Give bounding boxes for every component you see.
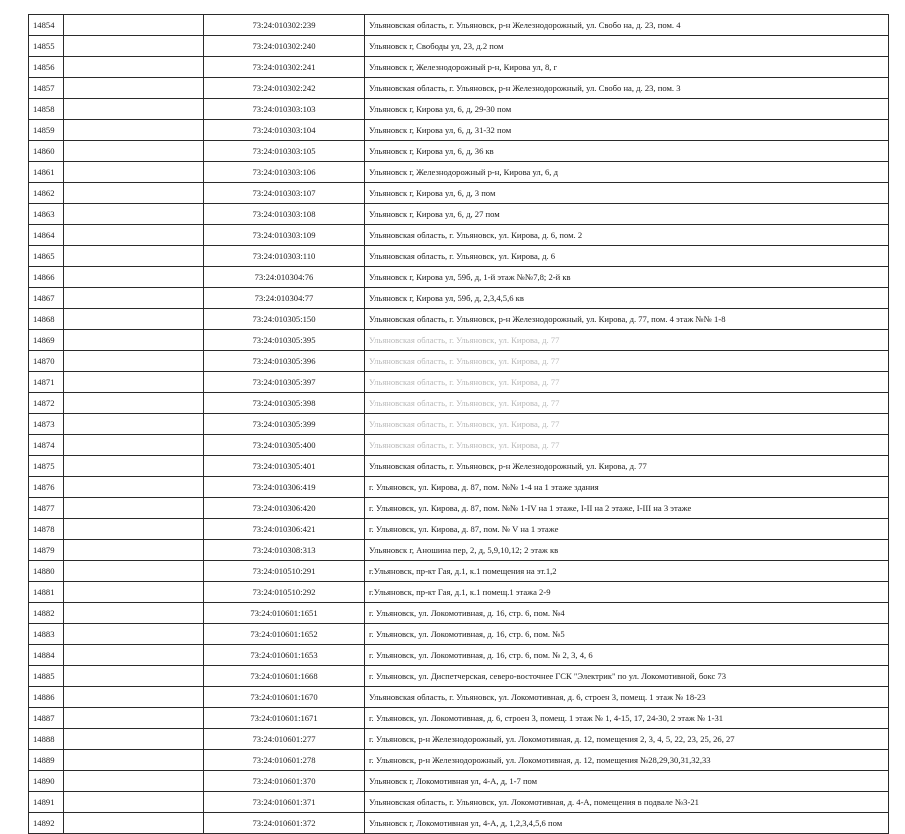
cadastral-number-cell: 73:24:010305:400 bbox=[204, 435, 365, 456]
row-number-cell: 14860 bbox=[29, 141, 64, 162]
address-cell: Ульяновск г, Свободы ул, 23, д.2 пом bbox=[365, 36, 889, 57]
empty-cell bbox=[64, 645, 204, 666]
row-number-cell: 14871 bbox=[29, 372, 64, 393]
address-cell: Ульяновская область, г. Ульяновск, ул. Кирова, д. 6 bbox=[365, 246, 889, 267]
cadastral-number-cell: 73:24:010306:420 bbox=[204, 498, 365, 519]
empty-cell bbox=[64, 750, 204, 771]
cadastral-number-cell: 73:24:010305:398 bbox=[204, 393, 365, 414]
cadastral-number-cell: 73:24:010601:370 bbox=[204, 771, 365, 792]
cadastral-number-cell: 73:24:010601:278 bbox=[204, 750, 365, 771]
row-number-cell: 14883 bbox=[29, 624, 64, 645]
row-number-cell: 14859 bbox=[29, 120, 64, 141]
empty-cell bbox=[64, 393, 204, 414]
table-row bbox=[29, 36, 889, 57]
empty-cell bbox=[64, 582, 204, 603]
address-cell: Ульяновская область, г. Ульяновск, ул. Кирова, д. 6, пом. 2 bbox=[365, 225, 889, 246]
row-number-cell: 14874 bbox=[29, 435, 64, 456]
table-row bbox=[29, 603, 889, 624]
address-cell: Ульяновск г, Железнодорожный р-н, Кирова ул, 6, д bbox=[365, 162, 889, 183]
row-number-cell: 14891 bbox=[29, 792, 64, 813]
table-row bbox=[29, 561, 889, 582]
address-cell: Ульяновск г, Кирова ул, 59б, д, 2,3,4,5,6 кв bbox=[365, 288, 889, 309]
table-row bbox=[29, 246, 889, 267]
table-row bbox=[29, 624, 889, 645]
address-cell: Ульяновск г, Кирова ул, 6, д, 3 пом bbox=[365, 183, 889, 204]
table-row bbox=[29, 771, 889, 792]
row-number-cell: 14869 bbox=[29, 330, 64, 351]
table-row bbox=[29, 414, 889, 435]
cadastral-number-cell: 73:24:010304:76 bbox=[204, 267, 365, 288]
table-row bbox=[29, 456, 889, 477]
address-cell: Ульяновск г, Локомотивная ул, 4-А, д, 1-7 пом bbox=[365, 771, 889, 792]
empty-cell bbox=[64, 288, 204, 309]
row-number-cell: 14879 bbox=[29, 540, 64, 561]
cadastral-number-cell: 73:24:010302:239 bbox=[204, 15, 365, 36]
address-cell: г. Ульяновск, ул. Диспетчерская, северо-восточнее ГСК "Электрик" по ул. Локомотивной, бокс 73 bbox=[365, 666, 889, 687]
cadastral-number-cell: 73:24:010305:397 bbox=[204, 372, 365, 393]
empty-cell bbox=[64, 792, 204, 813]
cadastral-number-cell: 73:24:010510:291 bbox=[204, 561, 365, 582]
empty-cell bbox=[64, 624, 204, 645]
row-number-cell: 14854 bbox=[29, 15, 64, 36]
empty-cell bbox=[64, 204, 204, 225]
table-row bbox=[29, 687, 889, 708]
table-row bbox=[29, 393, 889, 414]
table-row bbox=[29, 78, 889, 99]
empty-cell bbox=[64, 666, 204, 687]
empty-cell bbox=[64, 435, 204, 456]
empty-cell bbox=[64, 771, 204, 792]
registry-table bbox=[28, 14, 889, 834]
row-number-cell: 14868 bbox=[29, 309, 64, 330]
table-row bbox=[29, 435, 889, 456]
cadastral-number-cell: 73:24:010306:421 bbox=[204, 519, 365, 540]
address-cell: г. Ульяновск, р-н Железнодорожный, ул. Локомотивная, д. 12, помещения №28,29,30,31,32,33 bbox=[365, 750, 889, 771]
row-number-cell: 14857 bbox=[29, 78, 64, 99]
empty-cell bbox=[64, 813, 204, 834]
address-cell: г. Ульяновск, ул. Локомотивная, д. 16, стр. 6, пом. №4 bbox=[365, 603, 889, 624]
cadastral-number-cell: 73:24:010601:277 bbox=[204, 729, 365, 750]
table-row bbox=[29, 813, 889, 834]
row-number-cell: 14877 bbox=[29, 498, 64, 519]
cadastral-number-cell: 73:24:010601:1653 bbox=[204, 645, 365, 666]
empty-cell bbox=[64, 225, 204, 246]
empty-cell bbox=[64, 141, 204, 162]
cadastral-number-cell: 73:24:010305:396 bbox=[204, 351, 365, 372]
empty-cell bbox=[64, 519, 204, 540]
row-number-cell: 14875 bbox=[29, 456, 64, 477]
cadastral-number-cell: 73:24:010305:399 bbox=[204, 414, 365, 435]
row-number-cell: 14878 bbox=[29, 519, 64, 540]
row-number-cell: 14889 bbox=[29, 750, 64, 771]
address-cell: Ульяновская область, г. Ульяновск, р-н Железнодорожный, ул. Свобо на, д. 23, пом. 4 bbox=[365, 15, 889, 36]
row-number-cell: 14855 bbox=[29, 36, 64, 57]
table-row bbox=[29, 309, 889, 330]
row-number-cell: 14890 bbox=[29, 771, 64, 792]
cadastral-number-cell: 73:24:010303:107 bbox=[204, 183, 365, 204]
cadastral-number-cell: 73:24:010303:104 bbox=[204, 120, 365, 141]
address-cell: Ульяновская область, г. Ульяновск, р-н Железнодорожный, ул. Свобо на, д. 23, пом. 3 bbox=[365, 78, 889, 99]
address-cell: Ульяновская область, г. Ульяновск, ул. Кирова, д. 77 bbox=[365, 414, 889, 435]
address-cell: Ульяновск г, Кирова ул, 59б, д, 1-й этаж №№7,8; 2-й кв bbox=[365, 267, 889, 288]
row-number-cell: 14888 bbox=[29, 729, 64, 750]
table-row bbox=[29, 120, 889, 141]
registry-table-body bbox=[29, 15, 889, 834]
address-cell: Ульяновская область, г. Ульяновск, р-н Железнодорожный, ул. Кирова, д. 77, пом. 4 этаж №№ 1-8 bbox=[365, 309, 889, 330]
address-cell: г. Ульяновск, ул. Кирова, д. 87, пом. №№ 1-IV на 1 этаже, I-II на 2 этаже, I-III на 3 этаже bbox=[365, 498, 889, 519]
cadastral-number-cell: 73:24:010303:108 bbox=[204, 204, 365, 225]
table-row bbox=[29, 645, 889, 666]
cadastral-number-cell: 73:24:010302:241 bbox=[204, 57, 365, 78]
cadastral-number-cell: 73:24:010302:240 bbox=[204, 36, 365, 57]
cadastral-number-cell: 73:24:010510:292 bbox=[204, 582, 365, 603]
cadastral-number-cell: 73:24:010303:110 bbox=[204, 246, 365, 267]
table-row bbox=[29, 141, 889, 162]
row-number-cell: 14884 bbox=[29, 645, 64, 666]
table-row bbox=[29, 183, 889, 204]
table-row bbox=[29, 351, 889, 372]
empty-cell bbox=[64, 351, 204, 372]
address-cell: г. Ульяновск, ул. Локомотивная, д. 6, строен 3, помещ. 1 этаж № 1, 4-15, 17, 24-30, 2 этаж № 1-31 bbox=[365, 708, 889, 729]
cadastral-number-cell: 73:24:010601:1652 bbox=[204, 624, 365, 645]
empty-cell bbox=[64, 120, 204, 141]
row-number-cell: 14863 bbox=[29, 204, 64, 225]
row-number-cell: 14887 bbox=[29, 708, 64, 729]
table-row bbox=[29, 729, 889, 750]
cadastral-number-cell: 73:24:010601:1671 bbox=[204, 708, 365, 729]
address-cell: Ульяновская область, г. Ульяновск, р-н Железнодорожный, ул. Кирова, д. 77 bbox=[365, 456, 889, 477]
address-cell: г. Ульяновск, р-н Железнодорожный, ул. Локомотивная, д. 12, помещения 2, 3, 4, 5, 22, 23, 25, 26, 27 bbox=[365, 729, 889, 750]
empty-cell bbox=[64, 309, 204, 330]
table-row bbox=[29, 225, 889, 246]
table-row bbox=[29, 498, 889, 519]
row-number-cell: 14880 bbox=[29, 561, 64, 582]
empty-cell bbox=[64, 36, 204, 57]
empty-cell bbox=[64, 162, 204, 183]
row-number-cell: 14876 bbox=[29, 477, 64, 498]
address-cell: Ульяновская область, г. Ульяновск, ул. Локомотивная, д. 6, строен 3, помещ. 1 этаж № 18-23 bbox=[365, 687, 889, 708]
address-cell: г. Ульяновск, ул. Локомотивная, д. 16, стр. 6, пом. №5 bbox=[365, 624, 889, 645]
row-number-cell: 14870 bbox=[29, 351, 64, 372]
cadastral-number-cell: 73:24:010303:106 bbox=[204, 162, 365, 183]
table-row bbox=[29, 162, 889, 183]
row-number-cell: 14862 bbox=[29, 183, 64, 204]
address-cell: Ульяновская область, г. Ульяновск, ул. Кирова, д. 77 bbox=[365, 330, 889, 351]
cadastral-number-cell: 73:24:010601:1670 bbox=[204, 687, 365, 708]
empty-cell bbox=[64, 477, 204, 498]
address-cell: Ульяновск г, Кирова ул, 6, д, 27 пом bbox=[365, 204, 889, 225]
table-row bbox=[29, 540, 889, 561]
address-cell: Ульяновск г, Кирова ул, 6, д, 36 кв bbox=[365, 141, 889, 162]
address-cell: г. Ульяновск, ул. Кирова, д. 87, пом. №№ 1-4 на 1 этаже здания bbox=[365, 477, 889, 498]
empty-cell bbox=[64, 99, 204, 120]
row-number-cell: 14858 bbox=[29, 99, 64, 120]
empty-cell bbox=[64, 603, 204, 624]
address-cell: Ульяновская область, г. Ульяновск, ул. Кирова, д. 77 bbox=[365, 351, 889, 372]
table-row bbox=[29, 792, 889, 813]
cadastral-number-cell: 73:24:010303:105 bbox=[204, 141, 365, 162]
address-cell: Ульяновск г, Аношина пер, 2, д, 5,9,10,12; 2 этаж кв bbox=[365, 540, 889, 561]
empty-cell bbox=[64, 57, 204, 78]
row-number-cell: 14882 bbox=[29, 603, 64, 624]
empty-cell bbox=[64, 330, 204, 351]
table-row bbox=[29, 372, 889, 393]
empty-cell bbox=[64, 372, 204, 393]
cadastral-number-cell: 73:24:010303:103 bbox=[204, 99, 365, 120]
table-row bbox=[29, 477, 889, 498]
empty-cell bbox=[64, 78, 204, 99]
address-cell: г. Ульяновск, ул. Кирова, д. 87, пом. № V на 1 этаже bbox=[365, 519, 889, 540]
address-cell: г.Ульяновск, пр-кт Гая, д.1, к.1 помещения на эт.1,2 bbox=[365, 561, 889, 582]
row-number-cell: 14867 bbox=[29, 288, 64, 309]
cadastral-number-cell: 73:24:010601:371 bbox=[204, 792, 365, 813]
cadastral-number-cell: 73:24:010303:109 bbox=[204, 225, 365, 246]
row-number-cell: 14856 bbox=[29, 57, 64, 78]
table-row bbox=[29, 330, 889, 351]
row-number-cell: 14861 bbox=[29, 162, 64, 183]
address-cell: Ульяновская область, г. Ульяновск, ул. Кирова, д. 77 bbox=[365, 372, 889, 393]
row-number-cell: 14873 bbox=[29, 414, 64, 435]
cadastral-number-cell: 73:24:010305:395 bbox=[204, 330, 365, 351]
table-row bbox=[29, 267, 889, 288]
cadastral-number-cell: 73:24:010305:401 bbox=[204, 456, 365, 477]
cadastral-number-cell: 73:24:010601:372 bbox=[204, 813, 365, 834]
empty-cell bbox=[64, 540, 204, 561]
address-cell: Ульяновская область, г. Ульяновск, ул. Локомотивная, д. 4-А, помещения в подвале №3-21 bbox=[365, 792, 889, 813]
table-row bbox=[29, 204, 889, 225]
empty-cell bbox=[64, 246, 204, 267]
empty-cell bbox=[64, 183, 204, 204]
cadastral-number-cell: 73:24:010305:150 bbox=[204, 309, 365, 330]
address-cell: Ульяновск г, Железнодорожный р-н, Кирова ул, 8, г bbox=[365, 57, 889, 78]
cadastral-number-cell: 73:24:010306:419 bbox=[204, 477, 365, 498]
empty-cell bbox=[64, 708, 204, 729]
row-number-cell: 14892 bbox=[29, 813, 64, 834]
cadastral-number-cell: 73:24:010302:242 bbox=[204, 78, 365, 99]
row-number-cell: 14886 bbox=[29, 687, 64, 708]
empty-cell bbox=[64, 456, 204, 477]
row-number-cell: 14885 bbox=[29, 666, 64, 687]
table-row bbox=[29, 57, 889, 78]
table-row bbox=[29, 15, 889, 36]
empty-cell bbox=[64, 729, 204, 750]
row-number-cell: 14865 bbox=[29, 246, 64, 267]
address-cell: Ульяновская область, г. Ульяновск, ул. Кирова, д. 77 bbox=[365, 393, 889, 414]
cadastral-number-cell: 73:24:010601:1668 bbox=[204, 666, 365, 687]
cadastral-number-cell: 73:24:010601:1651 bbox=[204, 603, 365, 624]
address-cell: Ульяновская область, г. Ульяновск, ул. Кирова, д. 77 bbox=[365, 435, 889, 456]
address-cell: Ульяновск г, Кирова ул, 6, д, 29-30 пом bbox=[365, 99, 889, 120]
empty-cell bbox=[64, 561, 204, 582]
empty-cell bbox=[64, 687, 204, 708]
address-cell: Ульяновск г, Локомотивная ул, 4-А, д, 1,2,3,4,5,6 пом bbox=[365, 813, 889, 834]
table-row bbox=[29, 99, 889, 120]
empty-cell bbox=[64, 498, 204, 519]
table-row bbox=[29, 519, 889, 540]
table-row bbox=[29, 708, 889, 729]
address-cell: Ульяновск г, Кирова ул, 6, д, 31-32 пом bbox=[365, 120, 889, 141]
row-number-cell: 14866 bbox=[29, 267, 64, 288]
address-cell: г. Ульяновск, ул. Локомотивная, д. 16, стр. 6, пом. № 2, 3, 4, 6 bbox=[365, 645, 889, 666]
empty-cell bbox=[64, 414, 204, 435]
cadastral-number-cell: 73:24:010304:77 bbox=[204, 288, 365, 309]
table-row bbox=[29, 288, 889, 309]
cadastral-number-cell: 73:24:010308:313 bbox=[204, 540, 365, 561]
empty-cell bbox=[64, 15, 204, 36]
row-number-cell: 14881 bbox=[29, 582, 64, 603]
address-cell: г.Ульяновск, пр-кт Гая, д.1, к.1 помещ.1 этажа 2-9 bbox=[365, 582, 889, 603]
row-number-cell: 14864 bbox=[29, 225, 64, 246]
empty-cell bbox=[64, 267, 204, 288]
table-row bbox=[29, 582, 889, 603]
table-row bbox=[29, 666, 889, 687]
row-number-cell: 14872 bbox=[29, 393, 64, 414]
table-row bbox=[29, 750, 889, 771]
